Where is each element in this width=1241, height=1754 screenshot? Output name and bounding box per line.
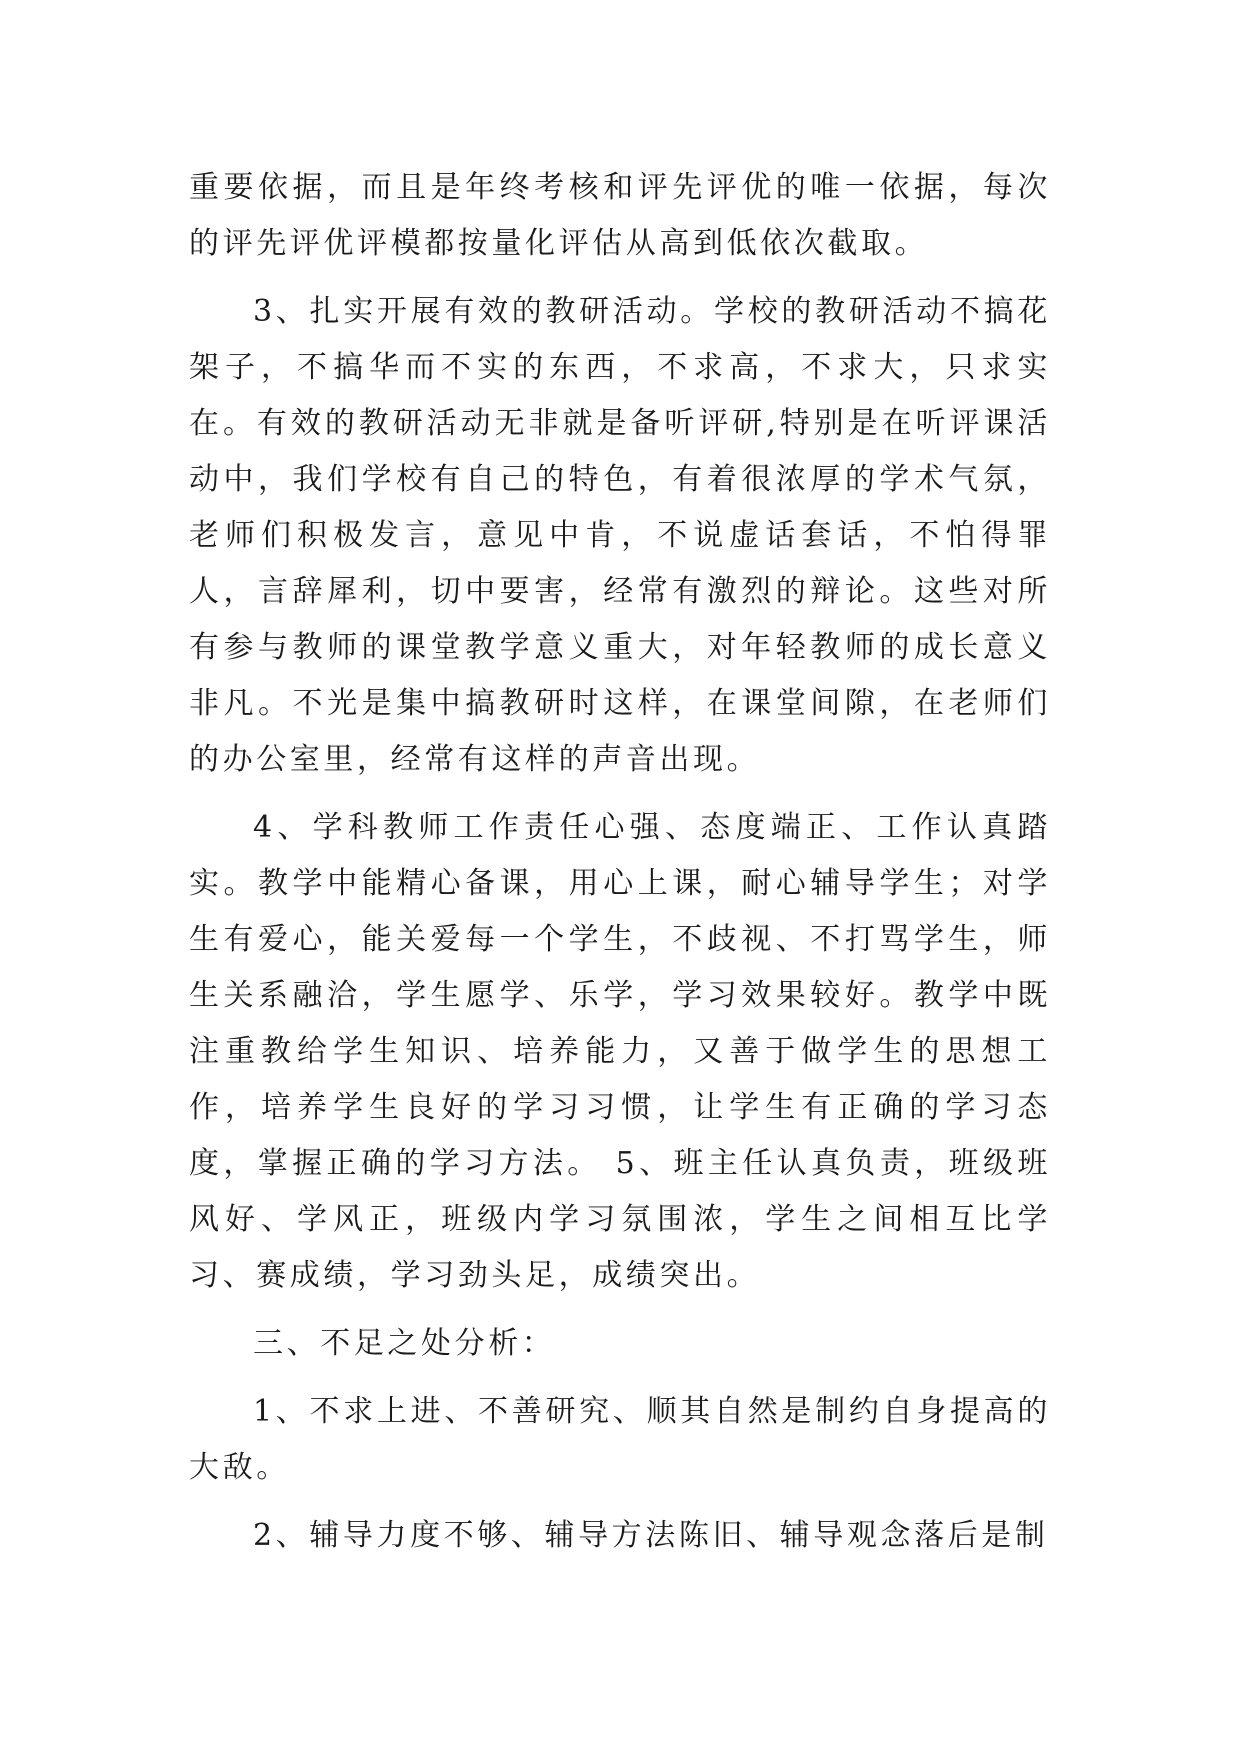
paragraph-shortcoming-1: 1、不求上进、不善研究、顺其自然是制约自身提高的大敌。	[189, 1394, 1051, 1485]
paragraph-teacher-attitude: 4、学科教师工作责任心强、态度端正、工作认真踏实。教学中能精心备课，用心上课，耐心辅导学生；对学生有爱心，能关爱每一个学生，不歧视、不打骂学生，师生关系融洽，学生愿学、乐学，学习效果较好。教学中既注重教给学生知识、培养能力，又善于做学生的思想工作，培养学生良好的学习习惯，让学生有正确的学习态度，掌握正确的学习方法。 5、班主任认真负责，班级班风好、学风正，班级内学习氛围浓，学生之间相互比学习、赛成绩，学习劲头足，成绩突出。	[189, 810, 1051, 1293]
paragraph-continuation: 重要依据，而且是年终考核和评先评优的唯一依据，每次的评先评优评模都按量化评估从高到低依次截取。	[189, 170, 1051, 261]
paragraph-teaching-research: 3、扎实开展有效的教研活动。学校的教研活动不搞花架子，不搞华而不实的东西，不求高，不求大，只求实在。有效的教研活动无非就是备听评研,特别是在听评课活动中，我们学校有自己的特色，有着很浓厚的学术气氛，老师们积极发言，意见中肯，不说虚话套话，不怕得罪人，言辞犀利，切中要害，经常有激烈的辩论。这些对所有参与教师的课堂教学意义重大，对年轻教师的成长意义非凡。不光是集中搞教研时这样，在课堂间隙，在老师们的办公室里，经常有这样的声音出现。	[189, 294, 1051, 777]
document-body	[189, 160, 1051, 1564]
section-heading-shortcomings: 三、不足之处分析：	[253, 1326, 556, 1361]
paragraph-shortcoming-2: 2、辅导力度不够、辅导方法陈旧、辅导观念落后是制	[253, 1518, 1049, 1553]
